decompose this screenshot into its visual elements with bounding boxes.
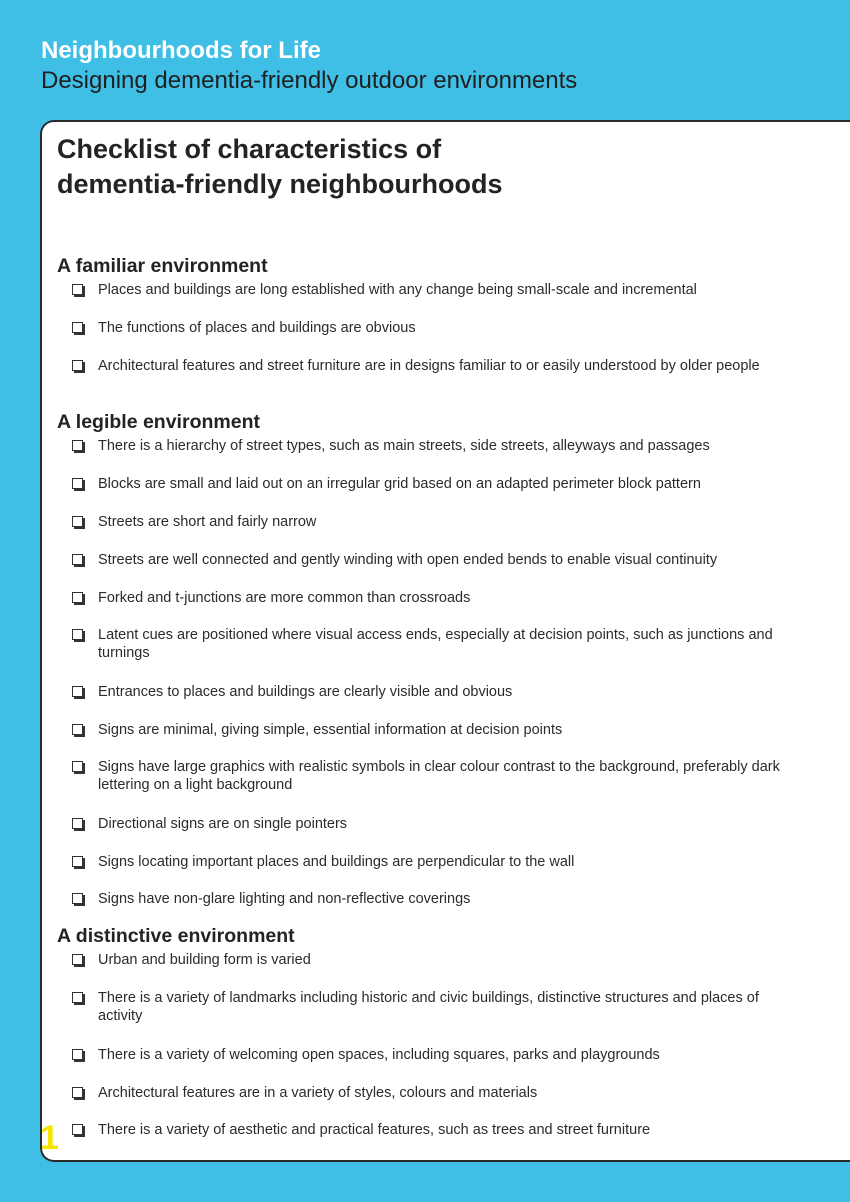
checklist-item [72, 513, 802, 531]
checklist-item [72, 683, 802, 701]
checklist-item-text: There is a variety of welcoming open spaces, including squares, parks and playgrounds [98, 1047, 660, 1063]
checklist-item-text: Streets are well connected and gently winding with open ended bends to enable visual continuity [98, 552, 718, 568]
checklist-item-text: Places and buildings are long established with any change being small-scale and incremental [98, 282, 697, 298]
checkbox-icon [72, 856, 83, 867]
checkbox-icon [72, 761, 83, 772]
checklist-item [72, 319, 802, 337]
checklist-item-text: Architectural features and street furniture are in designs familiar to or easily understood by older people [98, 358, 760, 374]
document-header [41, 36, 577, 96]
checkbox-icon [72, 284, 83, 295]
checklist-item [72, 475, 802, 493]
document-subtitle: Designing dementia-friendly outdoor environments [41, 67, 578, 94]
checklist-item-text: Entrances to places and buildings are clearly visible and obvious [98, 684, 513, 700]
checkbox-icon [72, 554, 83, 565]
checkbox-icon [72, 360, 83, 371]
checklist-item [72, 626, 802, 662]
checklist-item-text: There is a variety of aesthetic and practical features, such as trees and street furniture [98, 1122, 651, 1138]
checklist-item [72, 890, 802, 908]
checkbox-icon [72, 1049, 83, 1060]
checklist-item-text: Streets are short and fairly narrow [98, 514, 317, 530]
checkbox-icon [72, 516, 83, 527]
checklist-item [72, 815, 802, 833]
checkbox-icon [72, 1124, 83, 1135]
page-title-line-2: dementia-friendly neighbourhoods [57, 169, 503, 199]
checkbox-icon [72, 592, 83, 603]
checkbox-icon [72, 818, 83, 829]
checklist-item-text: Directional signs are on single pointers [98, 816, 348, 832]
checkbox-icon [72, 724, 83, 735]
section-heading-distinctive: A distinctive environment [57, 925, 295, 947]
checklist-item [72, 951, 802, 969]
checkbox-icon [72, 322, 83, 333]
checklist-item [72, 1046, 802, 1064]
checklist-item-text: Signs have non-glare lighting and non-reflective coverings [98, 891, 471, 907]
checkbox-icon [72, 686, 83, 697]
checkbox-icon [72, 992, 83, 1003]
checklist-item-text: Signs have large graphics with realistic symbols in clear colour contrast to the background, preferably dark lettering on a light background [98, 759, 780, 793]
page-number: 1 [40, 1119, 59, 1157]
checklist-item [72, 989, 802, 1025]
checkbox-icon [72, 478, 83, 489]
page-title [57, 132, 503, 202]
checklist-item [72, 1121, 802, 1139]
checklist-item [72, 281, 802, 299]
section-heading-familiar: A familiar environment [57, 255, 268, 277]
page-title-line-1: Checklist of characteristics of [57, 134, 442, 164]
checklist-item-text: Signs locating important places and buildings are perpendicular to the wall [98, 854, 575, 870]
checkbox-icon [72, 1087, 83, 1098]
checklist-item [72, 551, 802, 569]
checkbox-icon [72, 629, 83, 640]
checkbox-icon [72, 440, 83, 451]
checklist-item [72, 1084, 802, 1102]
checklist-item-text: There is a hierarchy of street types, such as main streets, side streets, alleyways and passages [98, 438, 710, 454]
checklist-item-text: Latent cues are positioned where visual access ends, especially at decision points, such as junctions and turnings [98, 627, 773, 661]
checklist-panel [40, 120, 850, 1162]
checklist-item-text: Blocks are small and laid out on an irregular grid based on an adapted perimeter block pattern [98, 476, 701, 492]
checklist-item-text: Signs are minimal, giving simple, essential information at decision points [98, 722, 563, 738]
checklist-item-text: Architectural features are in a variety of styles, colours and materials [98, 1085, 538, 1101]
series-title: Neighbourhoods for Life [41, 37, 321, 64]
checklist-item [72, 853, 802, 871]
checklist-item [72, 589, 802, 607]
checklist-item [72, 758, 802, 794]
checklist-item-text: The functions of places and buildings are obvious [98, 320, 416, 336]
checklist-item [72, 357, 802, 375]
checklist-item-text: Forked and t-junctions are more common than crossroads [98, 590, 471, 606]
checkbox-icon [72, 893, 83, 904]
checklist-item-text: Urban and building form is varied [98, 952, 311, 968]
checklist-item [72, 437, 802, 455]
checkbox-icon [72, 954, 83, 965]
checklist-item [72, 721, 802, 739]
checklist-item-text: There is a variety of landmarks including historic and civic buildings, distinctive structures and places of activity [98, 990, 759, 1024]
section-heading-legible: A legible environment [57, 411, 260, 433]
